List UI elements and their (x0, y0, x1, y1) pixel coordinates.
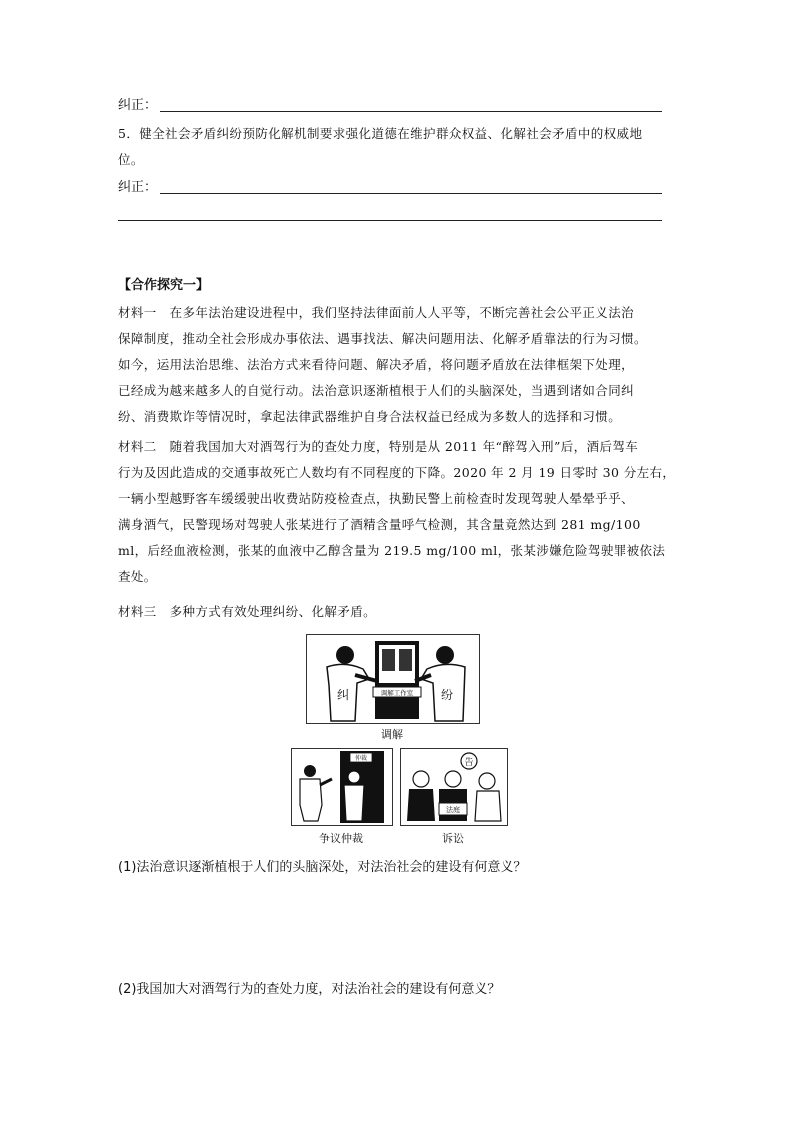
right-figure-label: 纷 (441, 688, 454, 702)
answer-line[interactable] (118, 220, 662, 221)
material-2-line: 满身酒气，民警现场对驾驶人张某进行了酒精含量呼气检测，其含量竟然达到 281 mg/100 (118, 517, 641, 532)
arbitration-caption: 争议仲裁 (319, 832, 363, 845)
correction-label: 纠正： (118, 98, 158, 113)
section-title: 【合作探究一】 (118, 278, 210, 293)
mediation-caption: 调解 (381, 728, 403, 741)
left-figure-label: 纠 (337, 688, 350, 702)
material-1-line: 已经成为越来越多人的自觉行动。法治意识逐渐植根于人们的头脑深处，当遇到诸如合同纠 (118, 383, 635, 398)
statement-5-line1: 5．健全社会矛盾纠纷预防化解机制要求强化道德在维护群众权益、化解社会矛盾中的权威地 (118, 126, 643, 141)
arbitration-illustration (291, 748, 393, 826)
material-3-line: 材料三 多种方式有效处理纠纷、化解矛盾。 (118, 604, 377, 619)
material-2-line: 材料二 随着我国加大对酒驾行为的查处力度，特别是从 2011 年“醉驾入刑”后，酒后驾车 (118, 439, 639, 454)
material-2-line: 一辆小型越野客车缓缓驶出收费站防疫检查点，执勤民警上前检查时发现驾驶人晕晕乎乎、 (118, 491, 635, 506)
material-1-line: 纷、消费欺诈等情况时，拿起法律武器维护自身合法权益已经成为多数人的选择和习惯。 (118, 409, 622, 424)
speech-bubble: 告 (464, 758, 474, 768)
litigation-caption: 诉讼 (442, 832, 464, 845)
correction-label: 纠正： (118, 180, 158, 195)
question-1: (1)法治意识逐渐植根于人们的头脑深处，对法治社会的建设有何意义？ (118, 860, 527, 875)
material-2-line: 查处。 (118, 569, 157, 584)
statement-5-line2: 位。 (118, 152, 144, 167)
material-1-line: 保障制度，推动全社会形成办事依法、遇事找法、解决问题用法、化解矛盾靠法的行为习惯。 (118, 331, 647, 346)
material-2-line: ml，后经血液检测，张某的血液中乙醇含量为 219.5 mg/100 ml，张某涉嫌危险驾驶罪被依法 (118, 543, 666, 558)
answer-line[interactable] (160, 193, 662, 194)
arbitration-sign: 仲裁 (354, 755, 368, 762)
court-sign: 法庭 (446, 806, 460, 814)
door-sign: 调解工作室 (380, 689, 414, 697)
question-2: (2)我国加大对酒驾行为的查处力度，对法治社会的建设有何意义？ (118, 982, 501, 997)
answer-line[interactable] (160, 111, 662, 112)
mediation-illustration (306, 634, 480, 724)
material-2-line: 行为及因此造成的交通事故死亡人数均有不同程度的下降。2020 年 2 月 19 日零时 30 分左右， (118, 465, 676, 480)
litigation-illustration (400, 748, 508, 826)
material-1-line: 材料一 在多年法治建设进程中，我们坚持法律面前人人平等，不断完善社会公平正义法治 (118, 305, 635, 320)
material-1-line: 如今，运用法治思维、法治方式来看待问题、解决矛盾，将问题矛盾放在法律框架下处理， (118, 357, 635, 372)
